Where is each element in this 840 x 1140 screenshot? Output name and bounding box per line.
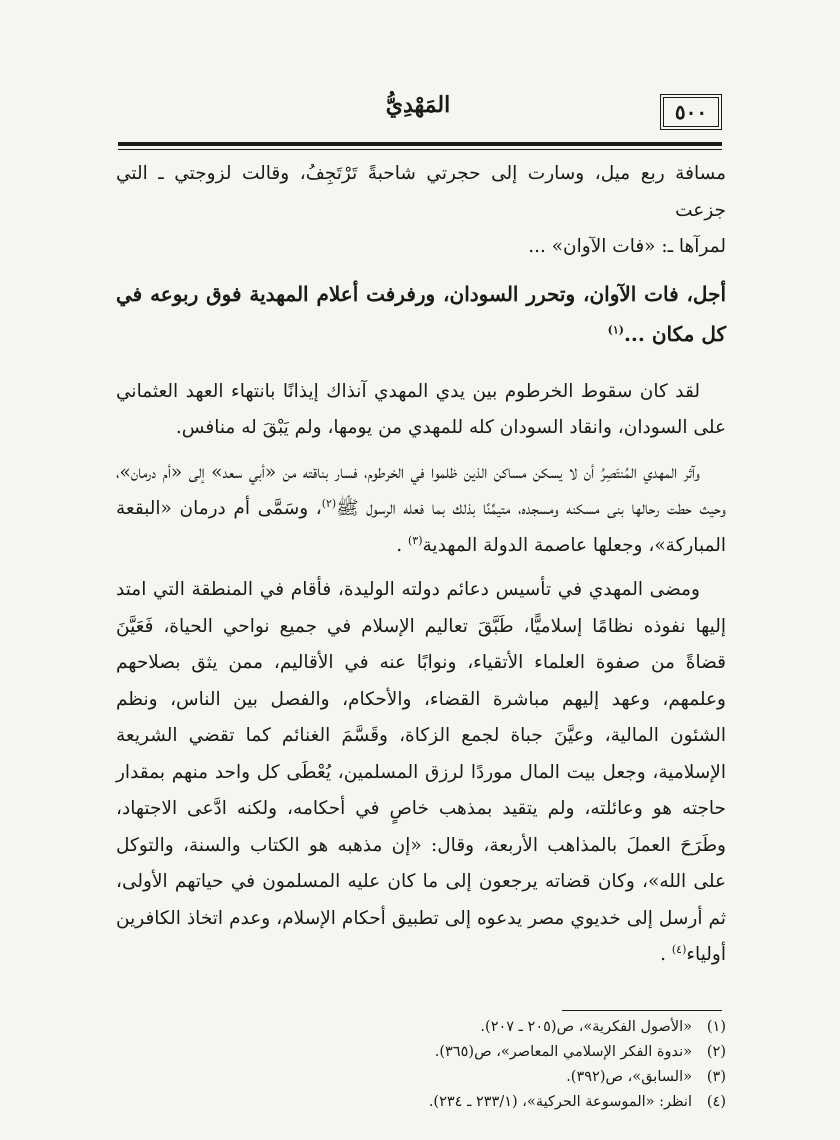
main-text bbox=[116, 156, 726, 982]
footnote-ref-3: (٣) bbox=[407, 533, 423, 547]
paragraph-5-end: . bbox=[660, 944, 672, 965]
paragraph-5-text: ومضى المهدي في تأسيس دعائم دولته الوليدة، فأقام في المنطقة التي امتد إليها نفوذه نظامًا إسلاميًّا، طَبَّقَ تعاليم الإسلام في جميع نواحي الحياة، فَعَيَّنَ قضاةً من صفوة العلماء الأتقياء، ونوابًا عنه في الأقاليم، ممن يثق بصلاحهم وعلمهم، وعهد إليهم مباشرة القضاء، والأحكام، والفصل بين الناس، ونظم الشئون المالية، وعيَّنَ جباة لجمع الزكاة، وقَسَّمَ الغنائم كما تقضي الشريعة الإسلامية، وجعل بيت المال موردًا لرزق المسلمين، يُعْطَى كل واحد منهم بمقدار حاجته هو وعائلته، ولم يتقيد بمذهب خاصٍ في أحكامه، ولكنه ادَّعى الاجتهاد، وطَرَحَ العملَ بالمذاهب الأربعة، وقال: «إن مذهبه هو الكتاب والسنة، والتوكل على الله»، وكان قضاته يرجعون إلى ما كان عليه المسلمون في حياتهم الأولى، ثم أرسل إلى خديوي مصر يدعوه إلى تطبيق أحكام الإسلام، وعدم اتخاذ الكافرين أولياء bbox=[116, 579, 726, 965]
paragraph-1 bbox=[116, 156, 726, 266]
paragraph-1-line-1: مسافة ربع ميل، وسارت إلى حجرتي شاحبةً تَرْتَجِفُ، وقالت لزوجتي ـ التي جزعت bbox=[116, 163, 726, 221]
footnote-1-number: (١) bbox=[706, 1019, 726, 1035]
footnotes bbox=[116, 1015, 726, 1115]
footnote-4-number: (٤) bbox=[706, 1094, 726, 1110]
paragraph-4-text-b: ، وسَمَّى أم درمان «البقعة المباركة»، وجعلها عاصمة الدولة المهدية bbox=[116, 498, 726, 556]
emphasized-text: أجل، فات الآوان، وتحرر السودان، ورفرفت أعلام المهدية فوق ربوعه في كل مكان ... bbox=[116, 281, 726, 346]
page-header bbox=[118, 92, 722, 142]
footnote-3-text: «السابق»، ص(٣٩٢). bbox=[566, 1069, 692, 1085]
footnote-ref-2: (٢) bbox=[321, 496, 337, 510]
paragraph-1-line-2: لمرآها ـ: «فات الآوان» ... bbox=[528, 236, 726, 257]
header-rule-thick bbox=[118, 142, 722, 146]
paragraph-4-end: . bbox=[396, 534, 408, 556]
paragraph-5 bbox=[116, 572, 726, 974]
footnote-1 bbox=[116, 1015, 726, 1040]
running-title: المَهْدِيُّ bbox=[385, 92, 451, 118]
paragraph-4 bbox=[116, 455, 726, 565]
footnote-ref-4: (٤) bbox=[671, 942, 687, 956]
footnote-2-number: (٢) bbox=[706, 1044, 726, 1060]
footnote-4-text: انظر: «الموسوعة الحركية»، (٢٣٣/١ ـ ٢٣٤). bbox=[428, 1094, 692, 1110]
footnote-3 bbox=[116, 1065, 726, 1090]
footnote-3-number: (٣) bbox=[706, 1069, 726, 1085]
footnote-1-text: «الأصول الفكرية»، ص(٢٠٥ ـ ٢٠٧). bbox=[480, 1019, 692, 1035]
paragraph-4-text-a: وآثر المهدي المُنتَصِرُ أن لا يسكن مساكن الذين ظلموا في الخرطوم، فسار بناقته من «أبي سعد» إلى «أم درمان»، وحيث حطت رحالها بنى مسكنه ومسجده، متيمِّنًا بذلك بما فعله الرسول ﷺ bbox=[116, 461, 726, 519]
footnote-2-text: «ندوة الفكر الإسلامي المعاصر»، ص(٣٦٥). bbox=[434, 1044, 692, 1060]
emphasized-paragraph bbox=[116, 274, 726, 354]
header-rule-thin bbox=[118, 149, 722, 150]
footnote-2 bbox=[116, 1040, 726, 1065]
paragraph-3: لقد كان سقوط الخرطوم بين يدي المهدي آنذاك إيذانًا بانتهاء العهد العثماني على السودان، وانقاد السودان كله للمهدي من يومها، ولم يَبْقَ له منافس. bbox=[116, 380, 726, 438]
footnote-separator bbox=[562, 1010, 722, 1011]
footnote-ref-1: (١) bbox=[607, 322, 624, 336]
page-number: ٥٠٠ bbox=[660, 94, 722, 130]
footnote-4 bbox=[116, 1090, 726, 1115]
